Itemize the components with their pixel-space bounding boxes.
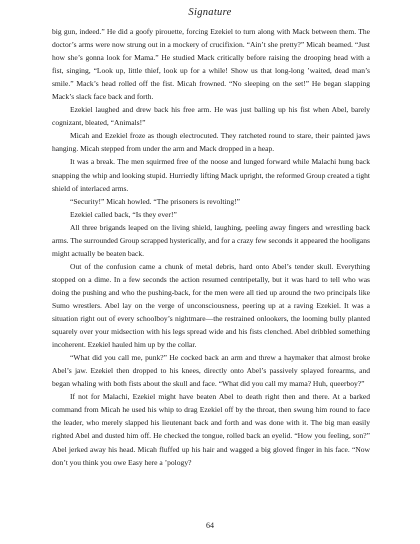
paragraph-3: Micah and Ezekiel froze as though electrocuted. They ratcheted round to stare, their painted jaws hanging. Micah stepped from under the arm and Mack dropped in a heap.: [52, 131, 370, 154]
running-head: Signature: [188, 7, 232, 18]
body-text: [52, 25, 370, 469]
paragraph-8: Out of the confusion came a chunk of metal debris, hard onto Abel’s tender skull. Everything stopped on a dime. In a few seconds the action resumed centripetally, but it was hard to tell who was doing the pushing and who the pushing-back, for the men were all tied up around the two principals like Sumo wrestlers. Abel lay on the verge of unconsciousness, peering up at a raving Ezekiel. It was a situation right out of every schoolboy’s nightmare—the restrained onlookers, the looming bully planted squarely over your midsection with his legs spread wide and his fists clenched. Abel dribbled something incoherent. Ezekiel hauled him up by the collar.: [52, 261, 370, 350]
paragraph-10: If not for Malachi, Ezekiel might have beaten Abel to death right then and there. At a barked command from Micah he used his whip to drag Ezekiel off by the throat, then swung him round to face the leader, who merely slapped his lieutenant back and forth and was done with it. The big man easily righted Abel and dusted him off. He checked the tongue, rolled back an eyelid. “How you feeling, son?” Abel jerked away his head. Micah fluffed up his hair and wagged a big gloved finger in his face. “Now don’t you think you owe Easy here a ’pology?: [52, 392, 370, 467]
paragraph-2: Ezekiel laughed and drew back his free arm. He was just balling up his fist when Abel, barely cognizant, bleated, “Animals!”: [52, 105, 370, 128]
paragraph-7: All three brigands leaped on the living shield, laughing, peeling away fingers and wrestling back arms. The surrounded Group scrapped hysterically, and for a crazy few seconds it appeared the hooligans might actually be beaten back.: [52, 222, 370, 258]
paragraph-5: “Security!” Micah howled. “The prisoners is revolting!”: [70, 196, 240, 206]
paragraph-6: Ezekiel called back, “Is they ever!”: [70, 209, 177, 219]
page-number: 64: [206, 521, 214, 530]
paragraph-4: It was a break. The men squirmed free of the noose and lunged forward while Malachi hung back snapping the whip and looking stupid. Hurriedly lifting Mack upright, the reformed Group created a tight shield of interlaced arms.: [52, 157, 370, 193]
paragraph-9: “What did you call me, punk?” He cocked back an arm and threw a haymaker that almost broke Abel’s jaw. Ezekiel then dropped to his knees, directly onto Abel’s passively splayed forearms, and began whaling with both fists about the skull and face. “What did you call my mama? Huh, queerboy?”: [52, 353, 370, 389]
paragraph-1: big gun, indeed.” He did a goofy pirouette, forcing Ezekiel to turn along with Mack between them. The doctor’s arms were now strung out in a mockery of crucifixion. “Ain’t she pretty?” Micah beamed. “Just how she’s gonna look for Mama.” He studied Mack critically before raising the drooping head with a fist, singing, “Look up, little thief, look up for a while! Show us that long-long ’waited, dead man’s smile.” Mack’s head rolled off the fist. Micah frowned. “No sleeping on the set!” He began slapping Mack’s slack face back and forth.: [52, 27, 370, 102]
